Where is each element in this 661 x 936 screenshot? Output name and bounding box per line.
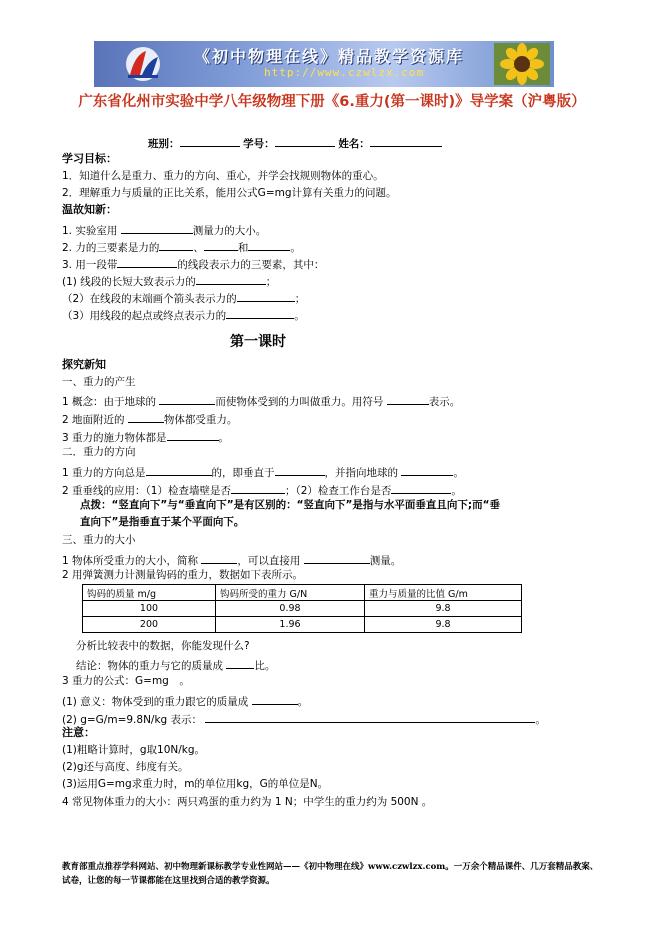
explore-point-1: 1 概念：由于地球的 而使物体受到的力叫做重力。用符号 表示。 — [62, 392, 460, 409]
table-header-cell: 钩码的质量 m/g — [83, 585, 216, 601]
direction-point-2: 2 重垂线的应用：（1）检查墙壁是否 ；（2）检查工作台是否 。 — [62, 481, 462, 498]
site-logo-icon — [124, 45, 162, 83]
review-question-3: 3. 用一段带 的线段表示力的三要素，其中： — [62, 255, 324, 272]
review-sub-1: (1) 线段的长短大致表示力的 ； — [62, 272, 276, 289]
table-header-row — [83, 585, 522, 601]
table-cell: 9.8 — [365, 617, 522, 633]
answer-blank[interactable] — [401, 463, 453, 476]
document-title: 广东省化州市实验中学八年级物理下册《6.重力(第一课时)》导学案（沪粤版） — [78, 94, 586, 110]
table-row — [83, 601, 522, 617]
table-cell: 100 — [83, 601, 216, 617]
section-heading: 一、重力的产生 — [62, 376, 136, 388]
magnitude-point-1: 1 物体所受重力的大小，简称 ，可以直接用 测量。 — [62, 551, 401, 568]
class-label: 班别： — [148, 138, 180, 150]
note-item: (1)粗略计算时，g取10N/kg。 — [62, 744, 206, 756]
objective-item: 2．理解重力与质量的正比关系，能用公式G=mg计算有关重力的问题。 — [62, 187, 397, 199]
review-sub-3: （3）用线段的起点或终点表示力的 。 — [62, 306, 305, 323]
answer-blank[interactable] — [204, 238, 238, 251]
answer-blank[interactable] — [237, 289, 295, 302]
sunflower-icon — [494, 43, 550, 85]
student-id-field[interactable] — [275, 134, 335, 147]
header-banner — [94, 41, 554, 87]
answer-blank[interactable] — [231, 481, 285, 494]
analysis-prompt: 分析比较表中的数据，你能发现什么? — [76, 640, 250, 652]
answer-blank[interactable] — [196, 272, 266, 285]
direction-point-1: 1 重力的方向总是 的，即垂直于 ，并指向地球的 。 — [62, 463, 464, 480]
answer-blank[interactable] — [252, 692, 298, 705]
banner-title: 《初中物理在线》精品教学资源库 — [194, 47, 465, 66]
tip-line-2: 直向下”是指垂直于某个平面向下。 — [80, 516, 245, 528]
objectives-heading: 学习目标： — [62, 152, 117, 165]
name-label: 姓名： — [338, 138, 370, 150]
answer-blank[interactable] — [128, 410, 164, 423]
note-item: (2)g还与高度、纬度有关。 — [62, 761, 189, 773]
formula-g-meaning: (2) g=G/m=9.8N/kg 表示： 。 — [62, 710, 546, 727]
notes-heading: 注意： — [62, 726, 95, 739]
answer-blank[interactable] — [248, 238, 290, 251]
answer-blank[interactable] — [205, 710, 535, 723]
note-item: 4 常见物体重力的大小：两只鸡蛋的重力约为 1 N；中学生的重力约为 500N 。 — [62, 796, 433, 808]
note-item: (3)运用G=mg求重力时，m的单位用kg，G的单位是N。 — [62, 778, 329, 790]
answer-blank[interactable] — [117, 255, 177, 268]
objective-item: 1．知道什么是重力、重力的方向、重心，并学会找规则物体的重心。 — [62, 170, 384, 182]
answer-blank[interactable] — [201, 551, 237, 564]
table-cell: 1.96 — [216, 617, 365, 633]
answer-blank[interactable] — [167, 428, 219, 441]
answer-blank[interactable] — [146, 463, 212, 476]
review-sub-2: （2）在线段的末端画个箭头表示力的 ； — [62, 289, 305, 306]
formula-line: 3 重力的公式：G=mg 。 — [62, 675, 190, 687]
review-question-1: 1. 实验室用 测量力的大小。 — [62, 221, 266, 238]
review-question-2: 2. 力的三要素是力的 、 和 。 — [62, 238, 301, 255]
explore-point-3: 3 重力的施力物体都是 。 — [62, 428, 229, 445]
review-heading: 温故知新： — [62, 203, 117, 216]
table-row — [83, 617, 522, 633]
tip-line-1: 点拨：“竖直向下”与“垂直向下”是有区别的：“竖直向下”是指与水平面垂直且向下;而“垂 — [80, 499, 501, 511]
name-field[interactable] — [370, 134, 442, 147]
page-footer: 教育部重点推荐学科网站、初中物理新课标教学专业性网站——《初中物理在线》www.czwlzx.com。一万余个精品课件、几万套精品教案、试卷，让您的每一节课都能在这里找到合适的教学资源。 — [62, 862, 599, 886]
answer-blank[interactable] — [226, 656, 254, 669]
conclusion: 结论：物体的重力与它的质量成 比。 — [76, 656, 275, 673]
answer-blank[interactable] — [391, 481, 451, 494]
section-heading: 三、重力的大小 — [62, 534, 136, 546]
lesson-title: 第一课时 — [230, 334, 286, 350]
explore-heading: 探究新知 — [62, 358, 106, 371]
table-cell: 0.98 — [216, 601, 365, 617]
banner-url[interactable]: http://www.czwlzx.com — [264, 66, 425, 79]
formula-meaning: (1) 意义：物体受到的重力跟它的质量成 。 — [62, 692, 308, 709]
section-heading: 二．重力的方向 — [62, 446, 136, 458]
student-info-line — [148, 134, 442, 151]
table-header-cell: 钩码所受的重力 G/N — [216, 585, 365, 601]
answer-blank[interactable] — [275, 463, 325, 476]
table-cell: 200 — [83, 617, 216, 633]
answer-blank[interactable] — [159, 238, 193, 251]
magnitude-point-2: 2 用弹簧测力计测量钩码的重力，数据如下表所示。 — [62, 569, 304, 581]
table-cell: 9.8 — [365, 601, 522, 617]
class-field[interactable] — [180, 134, 240, 147]
explore-point-2: 2 地面附近的 物体都受重力。 — [62, 410, 237, 427]
student-id-label: 学号： — [243, 138, 275, 150]
table-header-cell: 重力与质量的比值 G/m — [365, 585, 522, 601]
answer-blank[interactable] — [387, 392, 429, 405]
answer-blank[interactable] — [121, 221, 193, 234]
answer-blank[interactable] — [304, 551, 370, 564]
answer-blank[interactable] — [226, 306, 294, 319]
gravity-mass-table — [82, 584, 522, 633]
answer-blank[interactable] — [159, 392, 215, 405]
